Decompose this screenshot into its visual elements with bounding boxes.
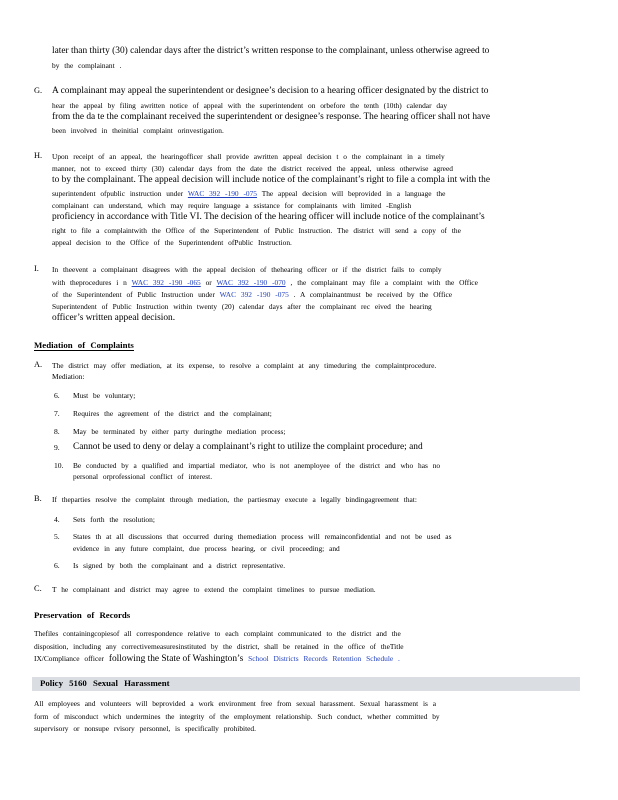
mediation-item-10: Be conducted by a qualified and impartial mediator, who is not anemployee of the district and who has no	[73, 461, 441, 470]
mediation-b-item-5-num: 5.	[54, 532, 60, 541]
section-i-letter: I.	[34, 264, 39, 273]
section-i-line-3	[52, 290, 452, 299]
preservation-line-1: Thefiles containingcopiesof all correspondence relative to each complaint communicated to the district and the	[34, 629, 401, 638]
wac-075-link-2[interactable]: WAC 392 -190 -075	[219, 290, 289, 299]
section-i-or: or	[200, 278, 217, 287]
mediation-b-letter: B.	[34, 494, 42, 503]
section-g-letter: G.	[34, 86, 43, 95]
section-g-line-1: A complainant may appeal the superintendent or designee’s decision to a hearing officer designated by the district to	[52, 86, 489, 96]
mediation-b-item-4-num: 4.	[54, 515, 60, 524]
mediation-c-letter: C.	[34, 584, 42, 593]
section-h-line-4-text: superintendent ofpublic instruction under	[52, 189, 184, 198]
records-retention-schedule-link[interactable]: School Districts Records Retention Schedule .	[248, 654, 400, 663]
section-i-line-2	[52, 278, 478, 287]
section-h-line-3: to by the complainant. The appeal decision will include notice of the complainant’s right to file a compla int with the	[52, 175, 490, 185]
mediation-item-7: Requires the agreement of the district and the complainant;	[73, 409, 272, 418]
mediation-b-line-1: If theparties resolve the complaint through mediation, the partiesmay execute a legally bindingagreement that:	[52, 495, 417, 504]
section-i-line-3-text-b: . A complainantmust be received by the Office	[293, 290, 453, 299]
section-g-line-4: been involved in theinitial complaint orinvestigation.	[52, 126, 224, 135]
policy-line-2: form of misconduct which undermines the integrity of the employment relationship. Such conduct, whether committed by	[34, 712, 440, 721]
mediation-c-line-1: T he complainant and district may agree to extend the complaint timelines to pursue mediation.	[52, 585, 376, 594]
mediation-item-10-num: 10.	[54, 461, 64, 470]
wac-065-link[interactable]: WAC 392 -190 -065	[131, 278, 201, 287]
wac-070-link[interactable]: WAC 392 -190 -070	[216, 278, 286, 287]
preservation-line-2: disposition, including any correctivemeasuresinstituted by the district, shall be retained in the office of theTitle	[34, 642, 404, 651]
mediation-item-9-num: 9.	[54, 443, 60, 452]
section-h-line-2: manner, not to exceed thirty (30) calendar days from the date the district received the appeal, unless otherwise agreed	[52, 164, 453, 173]
mediation-b-item-5-line-2: evidence in any future complaint, due process hearing, or civil proceeding; and	[73, 544, 340, 553]
mediation-item-7-num: 7.	[54, 409, 60, 418]
policy-title-bar	[32, 677, 580, 691]
continued-text-line-2: by the complainant .	[52, 61, 122, 70]
section-i-line-5: officer’s written appeal decision.	[52, 313, 176, 323]
mediation-b-item-6-num: 6.	[54, 561, 60, 570]
preservation-line-3	[34, 654, 400, 664]
mediation-item-10-line-2: personal orprofessional conflict of interest.	[73, 472, 213, 481]
section-h-line-8: appeal decision to the Office of the Superintendent ofPublic Instruction.	[52, 238, 292, 247]
mediation-heading: Mediation of Complaints	[34, 340, 134, 350]
mediation-b-item-5: States th at all discussions that occurred during themediation process will remainconfidential and not be used as	[73, 532, 452, 541]
section-i-line-4: Superintendent of Public Instruction within twenty (20) calendar days after the complainant rec eived the hearing	[52, 302, 432, 311]
section-i-line-3-text: of the Superintendent of Public Instruction under	[52, 290, 215, 299]
policy-line-3: supervisory or nonsupe rvisory personnel, is specifically prohibited.	[34, 724, 256, 733]
mediation-b-item-4: Sets forth the resolution;	[73, 515, 155, 524]
mediation-a-line-1: The district may offer mediation, at its expense, to resolve a complaint at any timeduring the complaintprocedure.	[52, 361, 437, 370]
mediation-item-9: Cannot be used to deny or delay a complainant’s right to utilize the complaint procedure; and	[73, 442, 423, 452]
section-h-line-7: right to file a complaintwith the Office of the Superintendent of Public Instruction. The district will send a copy of the	[52, 226, 461, 235]
mediation-a-letter: A.	[34, 360, 43, 369]
preservation-line-3-bold: following the State of Washington’s	[108, 654, 244, 664]
section-h-line-4-text-b: The appeal decision will beprovided in a language the	[261, 189, 446, 198]
section-g-line-2: hear the appeal by filing awritten notice of appeal with the superintendent on orbefore the tenth (10th) calendar day	[52, 101, 448, 110]
section-i-line-2-text: with theprocedures i n	[52, 278, 127, 287]
section-h-line-4	[52, 189, 445, 198]
mediation-item-6-num: 6.	[54, 391, 60, 400]
preservation-line-3-text: IX/Compliance officer	[34, 654, 109, 663]
section-g-line-3: from the da te the complainant received the superintendent or designee’s response. The hearing officer shall not have	[52, 112, 491, 122]
mediation-item-6: Must be voluntary;	[73, 391, 136, 400]
section-h-line-1: Upon receipt of an appeal, the hearingofficer shall provide awritten appeal decision t o the complainant in a timely	[52, 152, 445, 161]
section-h-letter: H.	[34, 151, 43, 160]
policy-line-1: All employees and volunteers will beprovided a work environment free from sexual harassment. Sexual harassment is a	[34, 699, 437, 708]
mediation-item-8-num: 8.	[54, 427, 60, 436]
wac-075-link[interactable]: WAC 392 -190 -075	[187, 189, 257, 198]
section-h-line-6: proficiency in accordance with Title VI. The decision of the hearing officer will include notice of the complainant’s	[52, 212, 485, 222]
continued-text-line-1: later than thirty (30) calendar days after the district’s written response to the complainant, unless otherwise agreed to	[52, 46, 490, 56]
section-i-line-2-text-b: , the complainant may file a complaint with the Office	[290, 278, 478, 287]
preservation-heading: Preservation of Records	[34, 610, 131, 620]
section-h-line-5: complainant can understand, which may require language a ssistance for complainants with limited -English	[52, 201, 412, 210]
section-i-line-1: In theevent a complainant disagrees with the appeal decision of thehearing officer or if the district fails to comply	[52, 265, 442, 274]
mediation-a-line-2: Mediation:	[52, 372, 85, 381]
mediation-item-8: May be terminated by either party duringthe mediation process;	[73, 427, 286, 436]
policy-title: Policy 5160 Sexual Harassment	[40, 678, 170, 688]
mediation-b-item-6: Is signed by both the complainant and a district representative.	[73, 561, 286, 570]
